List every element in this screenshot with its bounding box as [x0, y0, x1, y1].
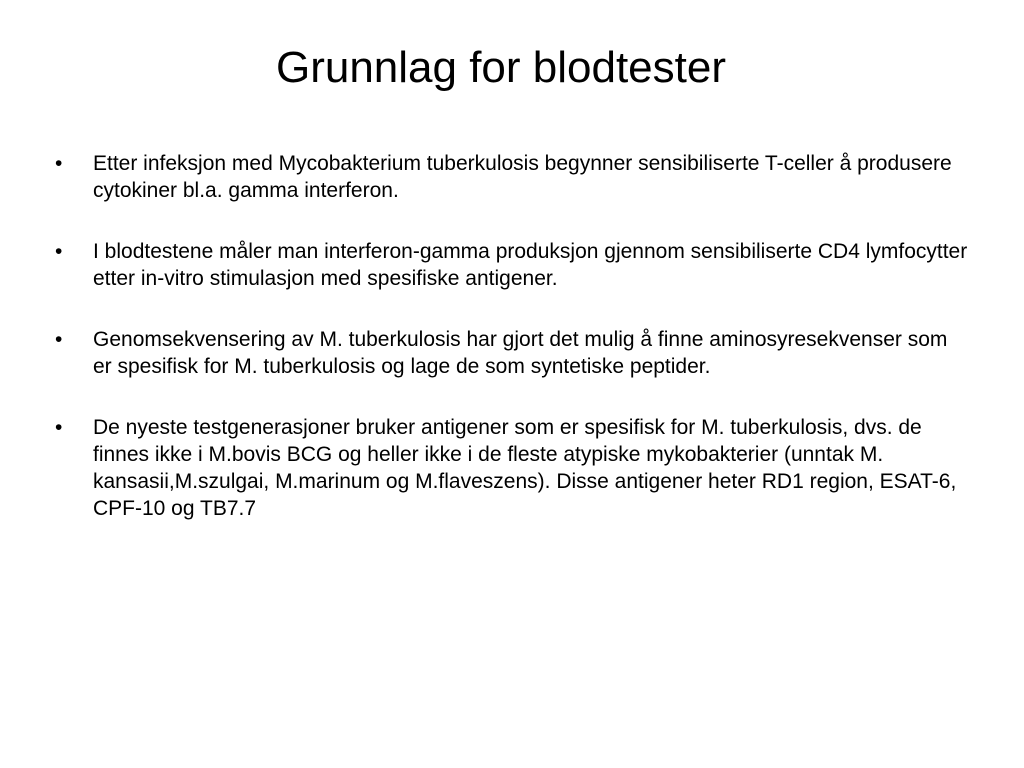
- bullet-item: [55, 150, 970, 204]
- bullet-text: Etter infeksjon med Mycobakterium tuberkulosis begynner sensibiliserte T-celler å produsere cytokiner bl.a. gamma interferon.: [93, 152, 952, 202]
- bullet-text: I blodtestene måler man interferon-gamma produksjon gjennom sensibiliserte CD4 lymfocytter etter in-vitro stimulasjon med spesifiske antigener.: [93, 240, 968, 290]
- bullet-marker: •: [55, 328, 63, 351]
- slide-title: Grunnlag for blodtester: [275, 43, 727, 92]
- bullet-marker: •: [55, 152, 63, 175]
- bullet-text: Genomsekvensering av M. tuberkulosis har gjort det mulig å finne aminosyresekvenser som er spesifisk for M. tuberkulosis og lage de som syntetiske peptider.: [93, 328, 948, 378]
- bullet-item: [55, 414, 970, 522]
- bullet-list: [55, 150, 970, 556]
- bullet-item: [55, 326, 970, 380]
- bullet-marker: •: [55, 240, 63, 263]
- bullet-text: De nyeste testgenerasjoner bruker antigener som er spesifisk for M. tuberkulosis, dvs. de finnes ikke i M.bovis BCG og heller ikke i de fleste atypiske mykobakterier (unntak M. kansasii,M.szulgai, M.marinum og M.flaveszens). Disse antigener heter RD1 region, ESAT-6, CPF-10 og TB7.7: [93, 416, 957, 520]
- bullet-item: [55, 238, 970, 292]
- bullet-marker: •: [55, 416, 63, 439]
